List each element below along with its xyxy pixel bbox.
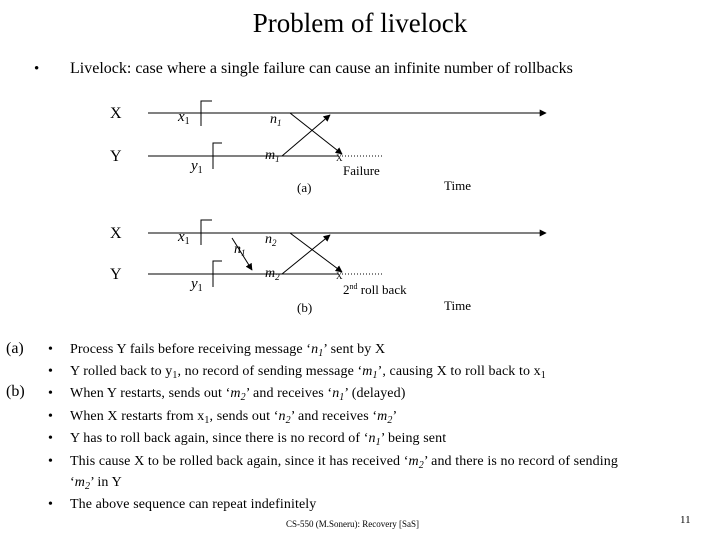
- checkpoint-y1-label-b: $y_1$: [191, 276, 203, 294]
- text-segment: n: [278, 409, 286, 424]
- checkpoint-y1-label-a: $y_1$: [191, 158, 203, 176]
- message-m2-label-b: $m_2$: [265, 266, 280, 282]
- message-m1-a: [282, 115, 330, 156]
- bullet-marker: •: [48, 342, 53, 357]
- explanation-line-1: [70, 342, 385, 359]
- time-label-a: Time: [444, 178, 471, 193]
- intro-text: Livelock: case where a single failure can cause an infinite number of rollbacks: [70, 60, 573, 77]
- intro-bullet: •: [34, 61, 40, 77]
- message-n2-b: [290, 233, 342, 272]
- slide-title: Problem of livelock: [252, 8, 468, 38]
- explanation-line-4: [70, 409, 397, 426]
- text-segment: m: [362, 364, 373, 379]
- text-segment: Y rolled back to: [70, 364, 166, 379]
- bullet-marker: •: [48, 409, 53, 424]
- explanation-line-5: [70, 431, 446, 448]
- text-segment: ’ in Y: [90, 475, 122, 490]
- caption-b: (b): [297, 300, 313, 315]
- explanation-line-7: [70, 497, 316, 513]
- checkpoint-x1-label-b: $x_1$: [178, 229, 190, 247]
- text-segment: This cause X to be rolled back again, since it has received ‘: [70, 454, 409, 469]
- page-number: 11: [680, 514, 691, 526]
- text-segment: 2: [418, 460, 424, 471]
- text-segment: The above sequence can repeat indefinitely: [70, 497, 317, 512]
- explanation-line-3: [70, 386, 406, 403]
- failure-mark-a: X: [336, 153, 343, 163]
- text-segment: ’ and receives ‘: [245, 386, 333, 401]
- bullet-marker: •: [48, 386, 53, 401]
- message-m2-b: [282, 235, 330, 274]
- process-x-label-a: X: [110, 105, 122, 122]
- text-segment: When Y restarts, sends out ‘: [70, 386, 231, 401]
- text-segment: 1: [172, 370, 178, 381]
- process-y-label-b: Y: [110, 266, 122, 283]
- text-segment: ’ (delayed): [344, 386, 406, 401]
- bullet-marker: •: [48, 497, 53, 512]
- text-segment: 2: [285, 415, 291, 426]
- text-segment: 1: [339, 392, 345, 403]
- text-segment: 2: [240, 392, 246, 403]
- message-n1-a: [290, 113, 342, 154]
- bullet-marker: •: [48, 431, 53, 446]
- diagram-b: [110, 220, 546, 315]
- footer: CS-550 (M.Soneru): Recovery [SaS]: [286, 519, 419, 529]
- text-segment: 2: [387, 415, 393, 426]
- rollback-label-b: 2nd roll back: [343, 282, 407, 297]
- explanation-line-6: [70, 454, 618, 471]
- time-label-b: Time: [444, 298, 471, 313]
- side-label-b: (b): [6, 383, 25, 400]
- diagram-a: [110, 101, 546, 195]
- explanation-line-2: [70, 364, 546, 381]
- message-m1-label-a: $m_1$: [265, 148, 280, 164]
- text-segment: ’ and there is no record of sending: [423, 454, 618, 469]
- text-segment: , sends out ‘: [209, 409, 279, 424]
- text-segment: ’ being sent: [380, 431, 447, 446]
- message-n1-label-a: $n_1$: [270, 112, 282, 128]
- explanation-line-6-continued: [70, 475, 122, 492]
- text-segment: n: [332, 386, 340, 401]
- text-segment: , no record of sending message ‘: [177, 364, 363, 379]
- text-segment: ‘: [70, 475, 75, 490]
- text-segment: 1: [318, 348, 324, 359]
- text-segment: x: [533, 364, 541, 379]
- bullet-marker: •: [48, 364, 53, 379]
- text-segment: 1: [375, 437, 381, 448]
- text-segment: x: [197, 409, 205, 424]
- text-segment: y: [165, 364, 173, 379]
- text-segment: 1: [372, 370, 378, 381]
- side-label-a: (a): [6, 340, 24, 357]
- text-segment: 1: [540, 370, 546, 381]
- bullet-marker: •: [48, 454, 53, 469]
- text-segment: Process Y fails before receiving message ‘: [70, 342, 312, 357]
- text-segment: ’, causing X to roll back to: [377, 364, 534, 379]
- text-segment: ’ and receives ‘: [290, 409, 378, 424]
- checkpoint-x1-label-a: $x_1$: [178, 109, 190, 127]
- text-segment: m: [74, 475, 85, 490]
- process-y-label-a: Y: [110, 148, 122, 165]
- process-x-label-b: X: [110, 225, 122, 242]
- text-segment: m: [377, 409, 388, 424]
- text-segment: 1: [204, 415, 210, 426]
- text-segment: n: [311, 342, 319, 357]
- text-segment: ’: [392, 409, 398, 424]
- text-segment: n: [368, 431, 376, 446]
- message-old-n1-label-b: $n_1$: [234, 242, 246, 258]
- message-n2-label-b: $n_2$: [265, 232, 277, 248]
- text-segment: ’ sent by X: [323, 342, 386, 357]
- failure-label-a: Failure: [343, 163, 380, 178]
- text-segment: When X restarts from: [70, 409, 198, 424]
- text-segment: 2: [84, 481, 91, 492]
- caption-a: (a): [297, 180, 312, 195]
- failure-mark-b: X: [336, 271, 343, 281]
- text-segment: m: [230, 386, 241, 401]
- text-segment: Y has to roll back again, since there is no record of ‘: [70, 431, 369, 446]
- text-segment: m: [408, 454, 419, 469]
